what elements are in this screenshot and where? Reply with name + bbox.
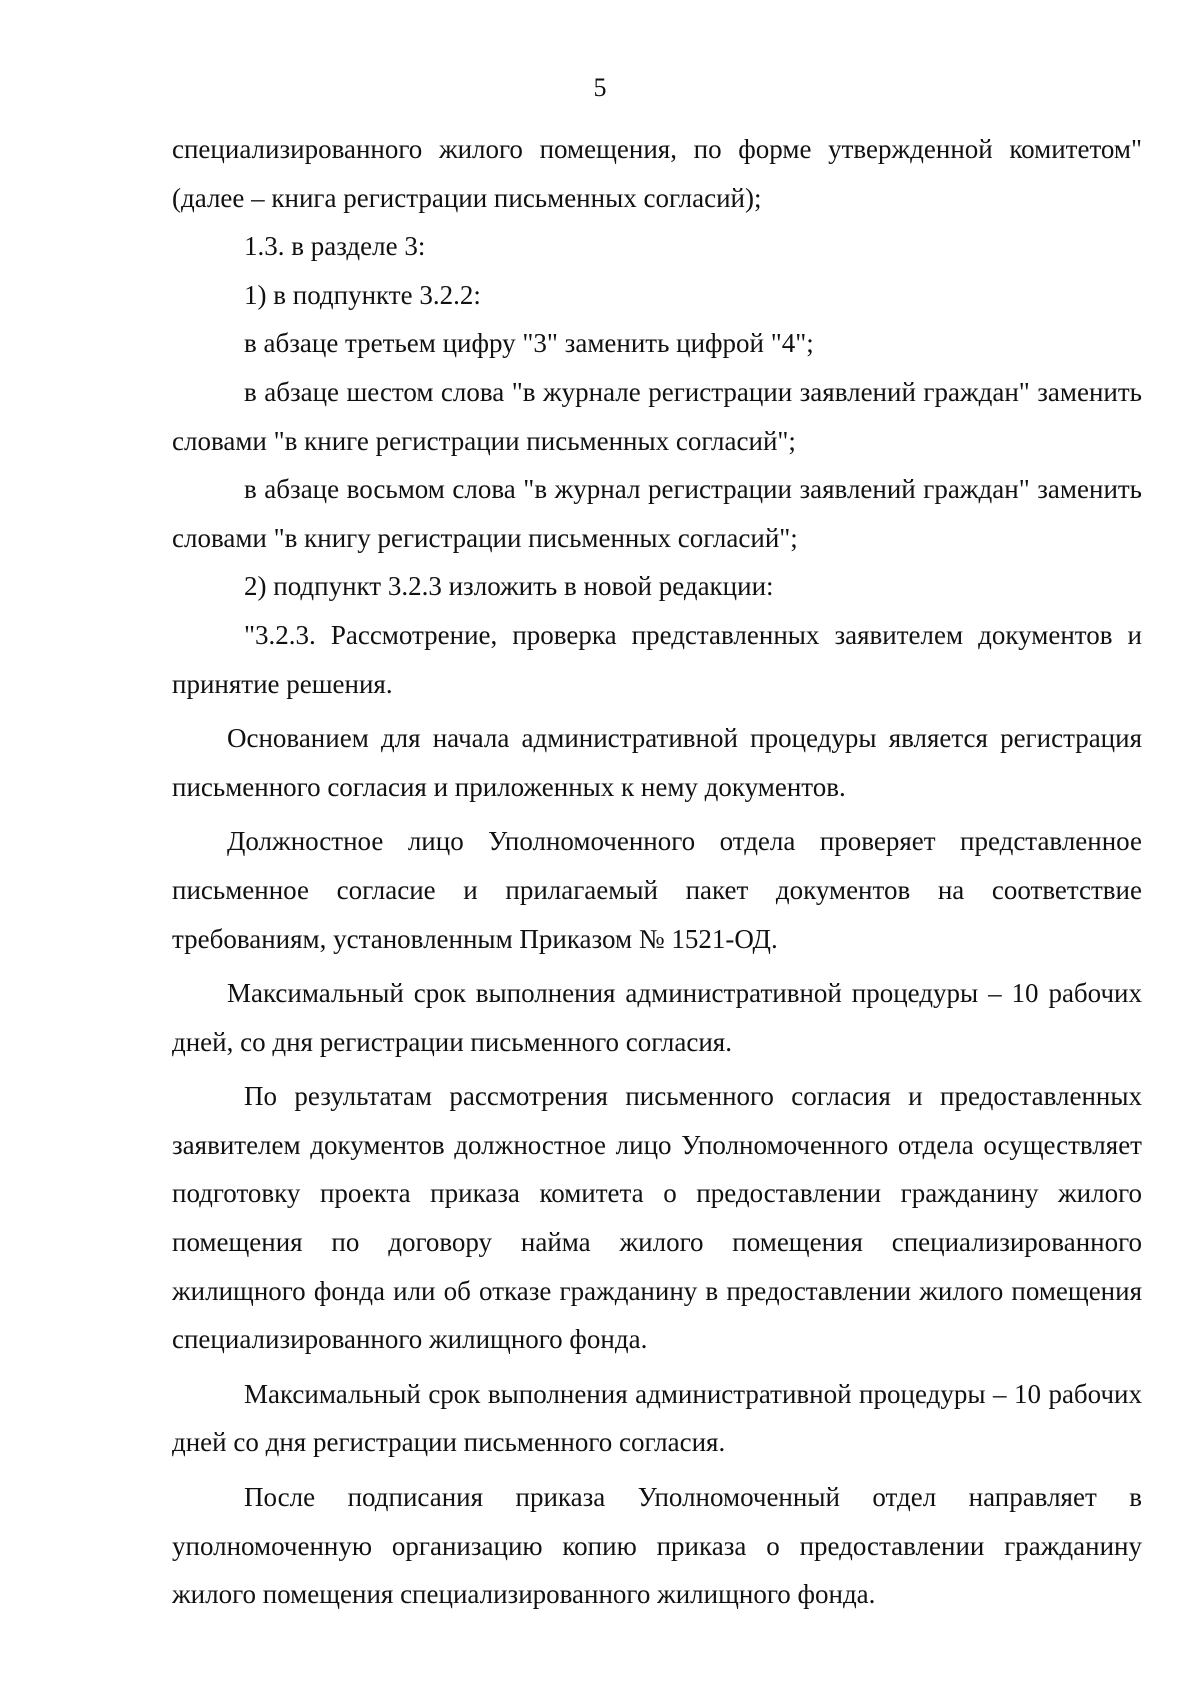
paragraph-new-clause: "3.2.3. Рассмотрение, проверка представленных заявителем документов и принятие решения. — [172, 619, 1142, 699]
paragraph-subitem-2: 2) подпункт 3.2.3 изложить в новой редакции: — [244, 571, 774, 602]
paragraph-continuation: специализированного жилого помещения, по форме утвержденной комитетом" (далее – книга регистрации письменных согласий); — [172, 134, 1142, 213]
paragraph-deadline-2: Максимальный срок выполнения административной процедуры – 10 рабочих дней со дня регистрации письменного согласия. — [172, 1378, 1142, 1458]
paragraph-subitem-1: 1) в подпункте 3.2.2: — [244, 279, 481, 310]
paragraph-deadline-1: Максимальный срок выполнения административной процедуры – 10 рабочих дней, со дня регистрации письменного согласия. — [172, 978, 1142, 1057]
paragraph-results: По результатам рассмотрения письменного согласия и предоставленных заявителем документов должностное лицо Уполномоченного отдела осуществляет подготовку проекта приказа комитета о предоставлении гражданину жилого помещения по договору найма жилого помещения специализированного жилищного фонда или об отказе гражданину в предоставлении жилого помещения специализированного жилищного фонда. — [172, 1081, 1142, 1355]
paragraph-basis: Основанием для начала административной процедуры является регистрация письменного согласия и приложенных к нему документов. — [172, 723, 1142, 802]
page-number: 5 — [593, 73, 607, 102]
paragraph-official-check: Должностное лицо Уполномоченного отдела проверяет представленное письменное согласие и прилагаемый пакет документов на соответствие требованиям, установленным Приказом № 1521-ОД. — [172, 826, 1142, 954]
paragraph-amendment-third: в абзаце третьем цифру "3" заменить цифрой "4"; — [244, 328, 814, 359]
paragraph-after-signing: После подписания приказа Уполномоченный отдел направляет в уполномоченную организацию копию приказа о предоставлении гражданину жилого помещения специализированного жилищного фонда. — [172, 1482, 1142, 1610]
paragraph-section-heading: 1.3. в разделе 3: — [244, 231, 426, 262]
paragraph-amendment-eighth: в абзаце восьмом слова "в журнал регистрации заявлений граждан" заменить словами "в книгу регистрации письменных согласий"; — [172, 474, 1142, 553]
paragraph-amendment-sixth: в абзаце шестом слова "в журнале регистрации заявлений граждан" заменить словами "в книге регистрации письменных согласий"; — [172, 376, 1142, 456]
document-body — [172, 125, 1142, 1619]
